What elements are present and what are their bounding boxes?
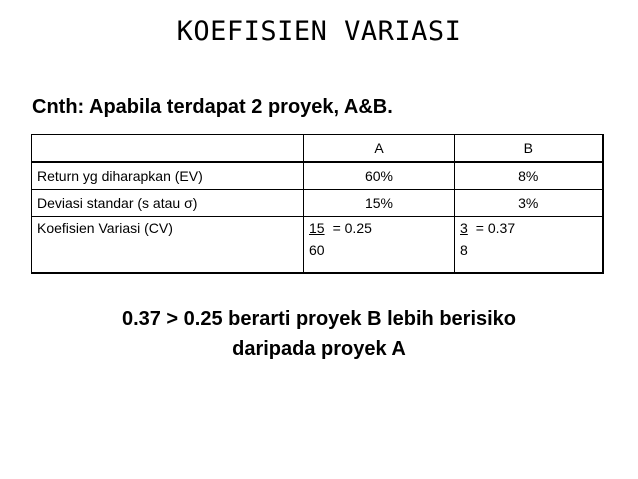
- cv-a-result: = 0.25: [332, 220, 372, 236]
- conclusion-line-2: daripada proyek A: [232, 338, 406, 360]
- table-row-expected-return: [32, 162, 603, 190]
- cv-a-denominator: 60: [309, 242, 325, 258]
- table-row-standard-deviation: [32, 190, 603, 217]
- conclusion-text: [0, 304, 638, 364]
- conclusion-line-1: 0.37 > 0.25 berarti proyek B lebih berisiko: [121, 308, 517, 330]
- header-project-b: B: [455, 135, 603, 163]
- expected-return-b: 8%: [455, 162, 603, 190]
- coefficient-variation-table: [31, 134, 604, 274]
- cv-fraction-b: [455, 217, 603, 274]
- table-header-row: [32, 135, 603, 163]
- cv-b-denominator: 8: [460, 242, 468, 258]
- standard-deviation-a: 15%: [304, 190, 455, 217]
- row-label-expected-return: Return yg diharapkan (EV): [32, 162, 304, 190]
- standard-deviation-b: 3%: [455, 190, 603, 217]
- slide-title: KOEFISIEN VARIASI: [176, 16, 462, 47]
- cv-fraction-a: [304, 217, 455, 274]
- header-project-a: A: [304, 135, 455, 163]
- table-row-coefficient-variation: [32, 217, 603, 274]
- cv-b-result: = 0.37: [475, 220, 516, 236]
- example-heading: Cnth: Apabila terdapat 2 proyek, A&B.: [32, 96, 393, 118]
- cv-b-numerator: 3: [460, 220, 468, 236]
- row-label-coefficient-variation: Koefisien Variasi (CV): [32, 217, 304, 274]
- cv-a-numerator: 15: [309, 220, 325, 236]
- header-empty-cell: [32, 135, 304, 163]
- expected-return-a: 60%: [304, 162, 455, 190]
- row-label-standard-deviation: Deviasi standar (s atau σ): [32, 190, 304, 217]
